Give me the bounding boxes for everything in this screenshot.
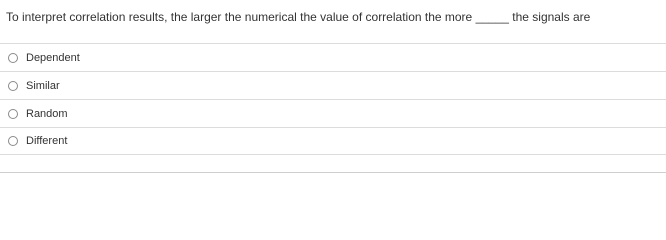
radio-button-icon[interactable] xyxy=(8,136,18,146)
option-similar[interactable] xyxy=(0,71,666,99)
question-text: To interpret correlation results, the larger the numerical the value of correlation the more _____ the signals are xyxy=(6,10,591,24)
answer-options xyxy=(0,43,666,155)
option-label: Dependent xyxy=(26,51,80,64)
option-different[interactable] xyxy=(0,127,666,155)
radio-button-icon[interactable] xyxy=(8,109,18,119)
option-label: Different xyxy=(26,135,68,147)
option-label: Similar xyxy=(26,79,60,92)
option-dependent[interactable] xyxy=(0,43,666,71)
radio-button-icon[interactable] xyxy=(8,53,18,63)
bottom-divider xyxy=(0,172,666,173)
option-random[interactable] xyxy=(0,99,666,127)
radio-button-icon[interactable] xyxy=(8,81,18,91)
option-label: Random xyxy=(26,107,68,120)
